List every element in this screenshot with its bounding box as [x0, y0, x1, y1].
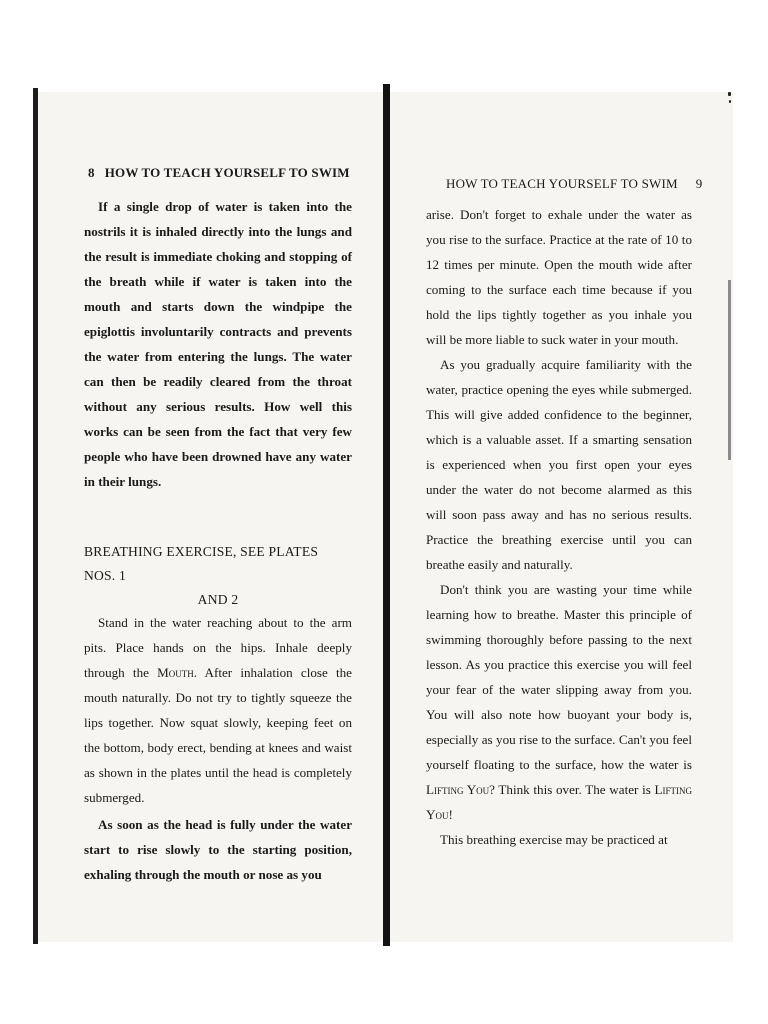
right-paragraph-1: arise. Don't forget to exhale under the water as you rise to the surface. Practice at the rate of 10 to 12 times per minute. Open the mouth wide after coming to the surface each time because if you hold the lips tightly together as you inhale you will be more liable to suck water in your mouth.: [426, 207, 692, 347]
mouth-emphasis: Mouth: [157, 665, 194, 680]
right-paragraph-3-text-c: !: [448, 807, 453, 822]
right-running-head: [446, 176, 702, 192]
left-paragraph-3-text: As soon as the head is fully under the water start to rise slowly to the starting position, exhaling through the mouth or nose as you: [84, 817, 352, 882]
right-text-block: [426, 202, 692, 852]
right-running-head-title: HOW TO TEACH YOURSELF TO SWIM: [446, 176, 678, 191]
left-paragraph-3: [84, 812, 352, 887]
left-paragraph-1: [84, 194, 352, 494]
right-paragraph-3-text-a: Don't think you are wasting your time while learning how to breathe. Master this principle of swimming thoroughly before passing to the next lesson. As you practice this exercise you will feel your fear of the water slipping away from you. You will also note how buoyant your body is, especially as you rise to the surface. Can't you feel yourself floating to the surface, how the water is: [426, 582, 692, 772]
right-page-edge: [728, 280, 731, 460]
left-paragraph-2-text-a: Stand in the water reaching about to the arm pits. Place hands on the hips. Inhale deeply through the: [84, 615, 352, 680]
left-paragraph-1-text: If a single drop of water is taken into the nostrils it is inhaled directly into the lungs and the result is immediate choking and stopping of the breath while if water is taken into the mouth and starts down the windpipe the epiglottis involuntarily contracts and prevents the water from entering the lungs. The water can then be readily cleared from the throat without any serious results. How well this works can be seen from the fact that very few people who have been drowned have any water in their lungs.: [84, 199, 352, 489]
left-running-head-title: HOW TO TEACH YOURSELF TO SWIM: [104, 165, 350, 180]
right-paragraph-4: This breathing exercise may be practiced at: [440, 832, 668, 847]
right-paragraph-2: As you gradually acquire familiarity with the water, practice opening the eyes while submerged. This will give added confidence to the beginner, which is a valuable asset. If a smarting sensation is experienced when you first open your eyes under the water do not become alarmed as this will soon pass away and has no serious results. Practice the breathing exercise until you can breathe easily and naturally.: [426, 357, 692, 572]
section-heading: [84, 540, 352, 612]
right-paragraph-3-text-b: ? Think this over. The water is: [489, 782, 655, 797]
left-paragraph-2-text-b: . After inhalation close the mouth naturally. Do not try to tightly squeeze the lips together. Now squat slowly, keeping feet on the bottom, body erect, bending at knees and waist as shown in the plates until the head is completely submerged.: [84, 665, 352, 805]
left-page-number: 8: [88, 165, 95, 180]
right-page-number: 9: [695, 176, 703, 191]
scan-speck: [729, 100, 731, 103]
lifting-you-emphasis: Lifting You: [426, 782, 490, 797]
left-page-edge: [33, 88, 38, 944]
section-heading-line-2: AND 2: [197, 592, 239, 607]
left-paragraph-2: [84, 610, 352, 810]
scan-speck: [728, 92, 731, 96]
left-running-head: [88, 165, 350, 181]
book-gutter: [383, 84, 390, 946]
lifting-you-emphasis: Lifting You: [426, 782, 692, 822]
section-heading-line-1: BREATHING EXERCISE, SEE PLATES NOS. 1: [84, 544, 319, 583]
right-paragraph-3: [426, 577, 692, 827]
